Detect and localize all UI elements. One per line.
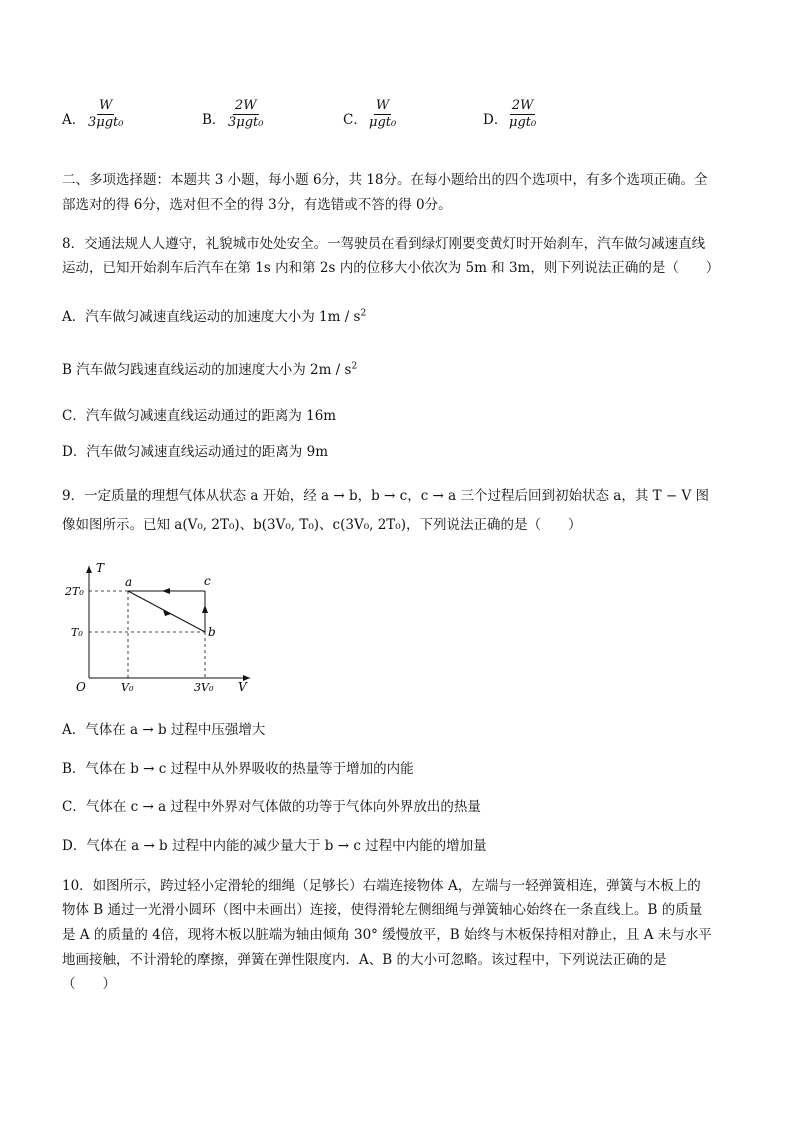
q8-option-b-text: B 汽车做匀践速直线运动的加速度大小为 2m / s: [62, 362, 352, 378]
denominator: 3μgt₀: [228, 115, 264, 130]
arrow-c-a: [162, 588, 170, 594]
point-b-label: b: [208, 625, 216, 639]
q8-option-a-sup: 2: [360, 308, 367, 319]
tick-3v0: 3V₀: [194, 681, 214, 694]
q8-option-a: [62, 305, 366, 325]
numerator: W: [375, 98, 390, 113]
q8-option-b-sup: 2: [351, 361, 358, 372]
q10-stem-line4: 地画接触，不计滑轮的摩擦，弹簧在弹性限度内．A、B 的大小可忽略。该过程中，下列说法正确的是: [62, 952, 667, 968]
numerator: W: [99, 98, 113, 113]
q7-option-d-fraction: [509, 98, 536, 131]
denominator: 3μgt₀: [88, 115, 124, 130]
q9-option-a: A．气体在 a → b 过程中压强增大: [62, 722, 266, 738]
tick-t0: T₀: [71, 626, 83, 639]
q9-option-b: B．气体在 b → c 过程中从外界吸收的热量等于增加的内能: [62, 761, 414, 777]
q8-stem-line1: 8．交通法规人人遵守，礼貌城市处处安全。一驾驶员在看到绿灯刚要变黄灯时开始刹车，汽车做匀减速直线: [62, 236, 706, 252]
q9-stem-line2: 像如图所示。已知 a(V₀, 2T₀)、b(3V₀, T₀)、c(3V₀, 2T₀)，下列说法正确的是（ ）: [62, 517, 582, 533]
q8-option-c: C．汽车做匀减速直线运动通过的距离为 16m: [62, 408, 337, 424]
q10-stem-line5: （ ）: [62, 976, 116, 992]
tick-v0: V₀: [121, 681, 134, 694]
q8-stem-line2: 运动，已知开始刹车后汽车在第 1s 内和第 2s 内的位移大小依次为 5m 和 3m，则下列说法正确的是（ ）: [62, 260, 720, 276]
section2-line2: 部选对的得 6分，选对但不全的得 3分，有选错或不答的得 0分。: [62, 197, 452, 213]
q10-stem-line1: 10．如图所示，跨过轻小定滑轮的细绳（足够长）右端连接物体 A，左端与一轻弹簧相连，弹簧与木板上的: [62, 878, 701, 894]
q9-tv-graph: [62, 558, 262, 698]
q10-stem-line2: 物体 B 通过一光滑小圆环（图中未画出）连接，使得滑轮左侧细绳与弹簧轴心始终在一条直线上。B 的质量: [62, 902, 703, 918]
t-axis-label: T: [96, 561, 105, 575]
tick-2t0: 2T₀: [65, 585, 84, 598]
q7-option-b-fraction: [228, 98, 263, 131]
q8-option-d: D．汽车做匀减速直线运动通过的距离为 9m: [62, 444, 329, 460]
point-c-label: c: [204, 574, 211, 588]
numerator: 2W: [234, 98, 257, 113]
origin-label: O: [76, 680, 86, 694]
q7-option-c-fraction: [369, 98, 396, 131]
v-axis-label: V: [238, 680, 247, 694]
q10-stem-line3: 是 A 的质量的 4倍，现将木板以脏端为轴由倾角 30° 缓慢放平，B 始终与木板保持相对静止，且 A 未与水平: [62, 927, 712, 943]
q8-option-b: [62, 358, 357, 378]
q7-option-c-label: C．: [343, 112, 367, 128]
denominator: μgt₀: [509, 115, 537, 130]
denominator: μgt₀: [369, 115, 397, 130]
process-a-b: [128, 591, 205, 632]
point-a-label: a: [125, 575, 133, 589]
q9-option-d: D．气体在 a → b 过程中内能的减少量大于 b → c 过程中内能的增加量: [62, 838, 487, 854]
q7-option-a-fraction: [88, 98, 123, 131]
q9-stem-line1: 9．一定质量的理想气体从状态 a 开始，经 a → b，b → c，c → a 三个过程后回到初始状态 a，其 T − V 图: [62, 488, 710, 504]
q7-option-a-label: A．: [62, 112, 86, 128]
q9-option-c: C．气体在 c → a 过程中外界对气体做的功等于气体向外界放出的热量: [62, 799, 481, 815]
q7-option-b-label: B．: [202, 112, 226, 128]
section2-line1: 二、多项选择题：本题共 3 小题，每小题 6分，共 18分。在每小题给出的四个选项中，有多个选项正确。全: [62, 172, 708, 188]
q8-option-a-text: A．汽车做匀减速直线运动的加速度大小为 1m / s: [62, 309, 361, 325]
numerator: 2W: [511, 98, 534, 113]
q7-option-d-label: D．: [483, 112, 508, 128]
arrow-b-c: [202, 605, 208, 613]
